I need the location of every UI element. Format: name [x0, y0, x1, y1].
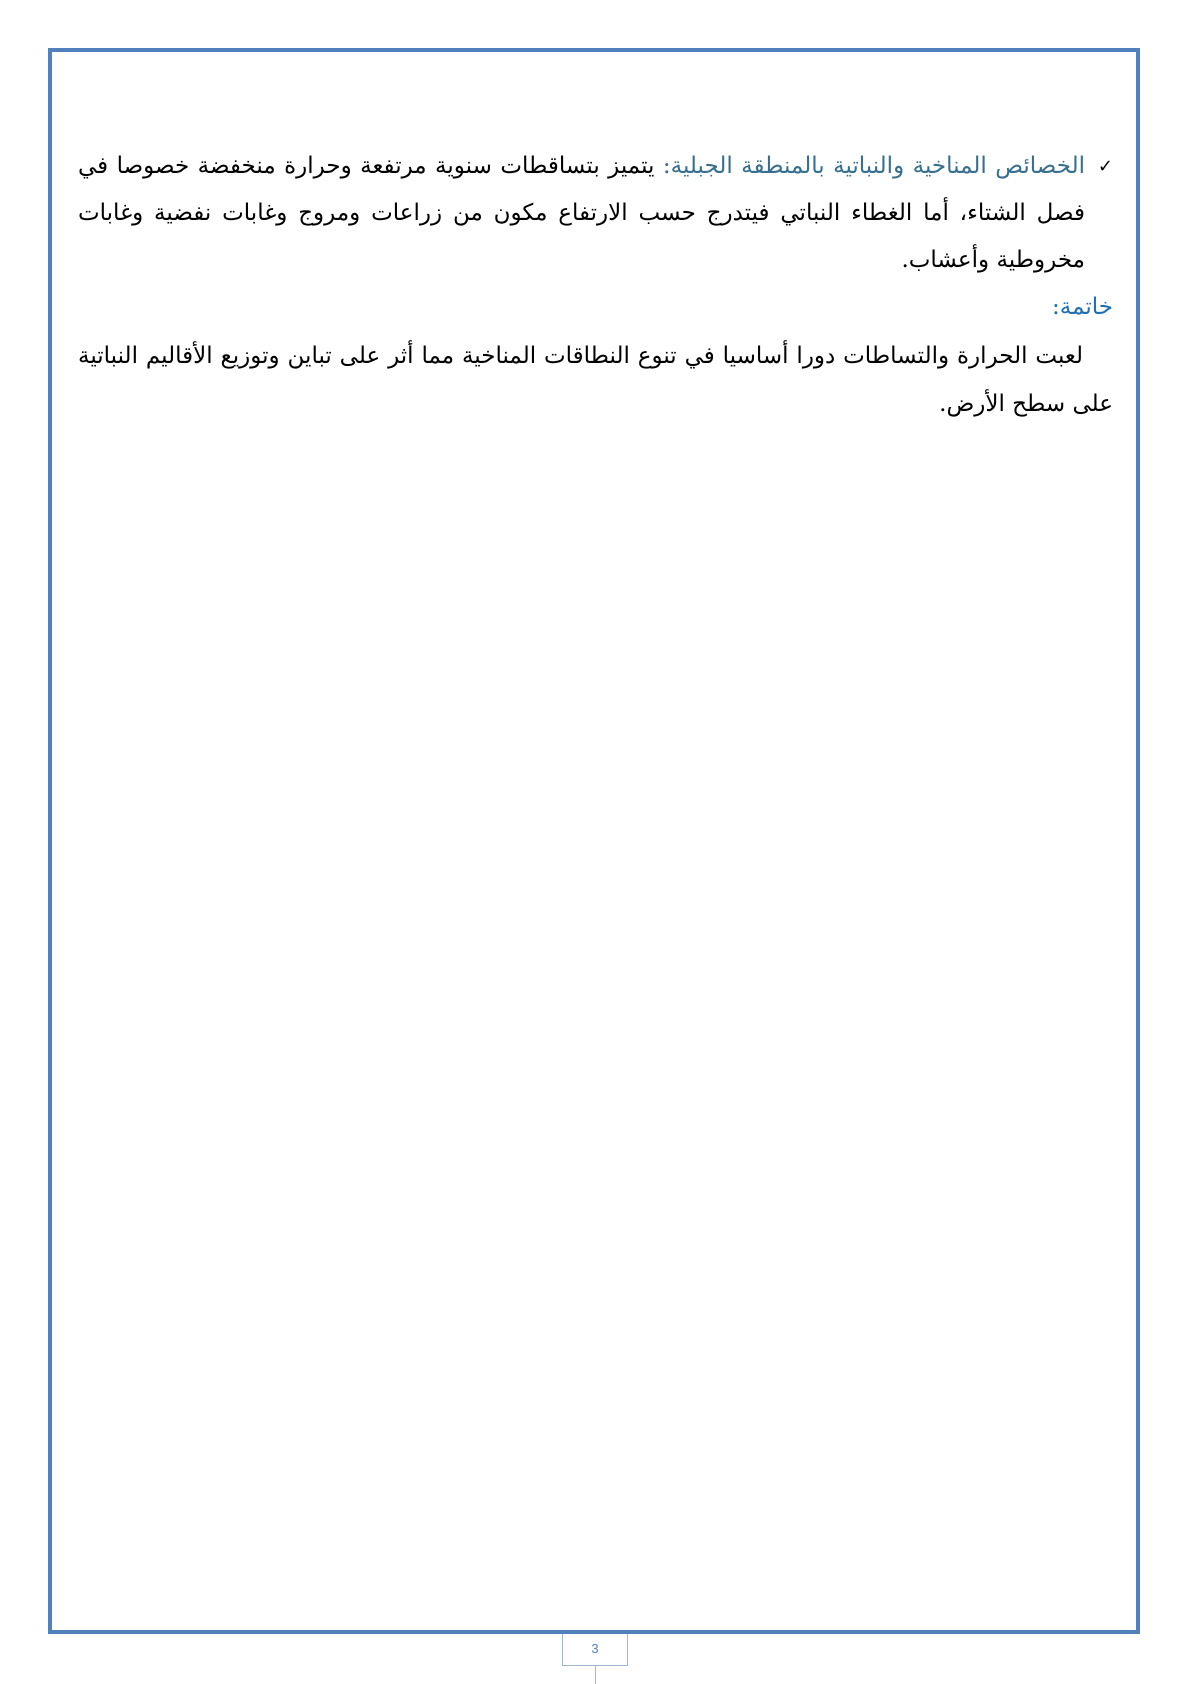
- bullet-text: يتميز بتساقطات سنوية مرتفعة وحرارة منخفضة خصوصا في فصل الشتاء، أما الغطاء النباتي فيتدرج حسب الارتفاع مكون من زراعات ومروج وغابات نفضية وغابات مخروطية وأعشاب.: [78, 153, 1085, 273]
- check-icon: ✓: [1097, 156, 1113, 177]
- bullet-title: الخصائص المناخية والنباتية بالمنطقة الجبلية:: [662, 153, 1085, 179]
- conclusion-heading: خاتمة:: [1051, 294, 1113, 320]
- document-body: [78, 143, 1113, 428]
- conclusion-paragraph: لعبت الحرارة والتساطات دورا أساسيا في تنوع النطاقات المناخية مما أثر على تباين وتوزيع الأقاليم النباتية على سطح الأرض.: [78, 343, 1113, 417]
- bullet-paragraph: [78, 143, 1113, 284]
- page-number-stem: [595, 1666, 596, 1684]
- page-number: 3: [562, 1634, 628, 1666]
